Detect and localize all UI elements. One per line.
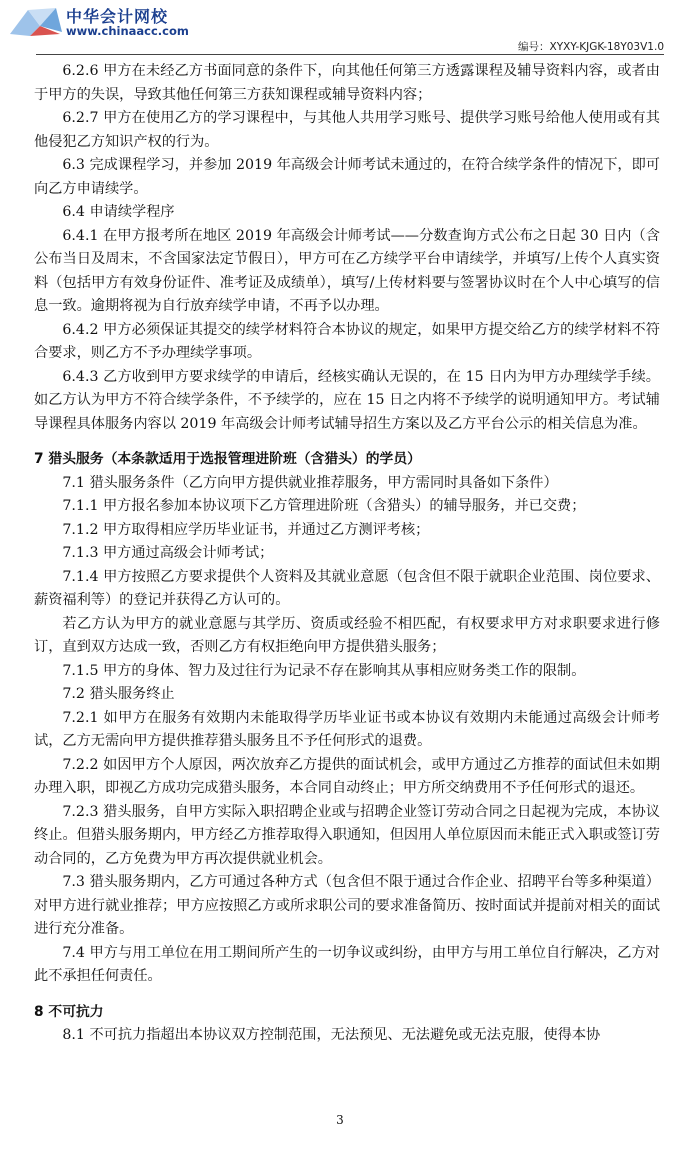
clause-7-1: 7.1 猎头服务条件（乙方向甲方提供就业推荐服务，甲方需同时具备如下条件） (62, 474, 558, 491)
clause-6-4-3: 6.4.3 乙方收到甲方要求续学的申请后，经核实确认无误的，在 15 日内为甲方办理续学手续。如乙方认为甲方不符合续学条件，不予续学的，应在 15 日之内将不予续学的说明通知甲方。考试辅导课程具体服务内容以 2019 年高级会计师考试辅导招生方案以及乙方平台公示的相关信息为准。 (34, 368, 660, 432)
clause-7-1-1: 7.1.1 甲方报名参加本协议项下乙方管理进阶班（含猎头）的辅导服务，并已交费； (62, 498, 586, 514)
logo-url: www.chinaacc.com (66, 24, 189, 38)
clause-6-4-2: 6.4.2 甲方必须保证其提交的续学材料符合本协议的规定，如果甲方提交给乙方的续学材料不符合要求，则乙方不予办理续学事项。 (34, 321, 660, 361)
clause-7-4: 7.4 甲方与用工单位在用工期间所产生的一切争议或纠纷，由甲方与用工单位自行解决，乙方对此不承担任何责任。 (34, 944, 660, 984)
clause-7-2-2: 7.2.2 如因甲方个人原因，两次放弃乙方提供的面试机会，或甲方通过乙方推荐的面试但未如期办理入职，即视乙方成功完成猎头服务，本合同自动终止；甲方所交纳费用不予任何形式的退还。 (34, 756, 660, 796)
clause-7-1-3: 7.1.3 甲方通过高级会计师考试； (62, 545, 274, 561)
clause-8-1: 8.1 不可抗力指超出本协议双方控制范围，无法预见、无法避免或无法克服，使得本协 (62, 1027, 601, 1043)
clause-6-2-7: 6.2.7 甲方在使用乙方的学习课程中，与其他人共用学习账号、提供学习账号给他人使用或有其他侵犯乙方知识产权的行为。 (34, 110, 660, 150)
clause-6-2-6: 6.2.6 甲方在未经乙方书面同意的条件下，向其他任何第三方透露课程及辅导资料内容，或者由于甲方的失误，导致其他任何第三方获知课程或辅导资料内容； (34, 63, 660, 103)
clause-7-1-2: 7.1.2 甲方取得相应学历毕业证书，并通过乙方测评考核； (62, 521, 430, 538)
clause-7-1-4: 7.1.4 甲方按照乙方要求提供个人资料及其就业意愿（包含但不限于就职企业范围、岗位要求、薪资福利等）的登记并获得乙方认可的。 (34, 568, 660, 608)
clause-7-1-5: 7.1.5 甲方的身体、智力及过往行为记录不存在影响其从事相应财务类工作的限制。 (62, 662, 586, 679)
section-8-heading: 8 不可抗力 (34, 1003, 104, 1020)
page-header (0, 0, 680, 54)
section-7-heading: 7 猎头服务（本条款适用于选报管理进阶班（含猎头）的学员） (34, 451, 421, 467)
clause-7-2-3: 7.2.3 猎头服务，自甲方实际入职招聘企业或与招聘企业签订劳动合同之日起视为完成，本协议终止。但猎头服务期内，甲方经乙方推荐取得入职通知，但因用人单位原因而未能正式入职或签订劳动合同的，乙方免费为甲方再次提供就业机会。 (34, 803, 660, 867)
header-divider (36, 54, 664, 55)
clause-7-1-4-note: 若乙方认为甲方的就业意愿与其学历、资质或经验不相匹配，有权要求甲方对求职要求进行修订，直到双方达成一致，否则乙方有权拒绝向甲方提供猎头服务； (34, 615, 660, 655)
clause-7-2: 7.2 猎头服务终止 (62, 686, 175, 702)
clause-7-2-1: 7.2.1 如甲方在服务有效期内未能取得学历毕业证书或本协议有效期内未能通过高级会计师考试，乙方无需向甲方提供推荐猎头服务且不予任何形式的退费。 (34, 709, 660, 749)
clause-6-3: 6.3 完成课程学习，并参加 2019 年高级会计师考试未通过的，在符合续学条件的情况下，即可向乙方申请续学。 (34, 157, 660, 197)
document-body (34, 60, 660, 1048)
clause-7-3: 7.3 猎头服务期内，乙方可通过各种方式（包含但不限于通过合作企业、招聘平台等多种渠道）对甲方进行就业推荐；甲方应按照乙方或所求职公司的要求准备简历、按时面试并提前对相关的面试进行充分准备。 (34, 874, 660, 937)
chinaacc-logo-icon (6, 4, 64, 40)
clause-6-4: 6.4 申请续学程序 (62, 204, 175, 220)
clause-6-4-1: 6.4.1 在甲方报考所在地区 2019 年高级会计师考试——分数查询方式公布之日起 30 日内（含公布当日及周末，不含国家法定节假日），甲方可在乙方续学平台申请续学，并填写/上传个人真实资料（包括甲方有效身份证件、准考证及成绩单），填写/上传材料要与签署协议时在个人中心填写的信息一致。逾期将视为自行放弃续学申请，不再予以办理。 (34, 227, 660, 314)
document-number: 编号：XYXY-KJGK-18Y03V1.0 (518, 41, 664, 53)
logo-title: 中华会计网校 (66, 7, 169, 26)
page-number: 3 (336, 1113, 344, 1127)
